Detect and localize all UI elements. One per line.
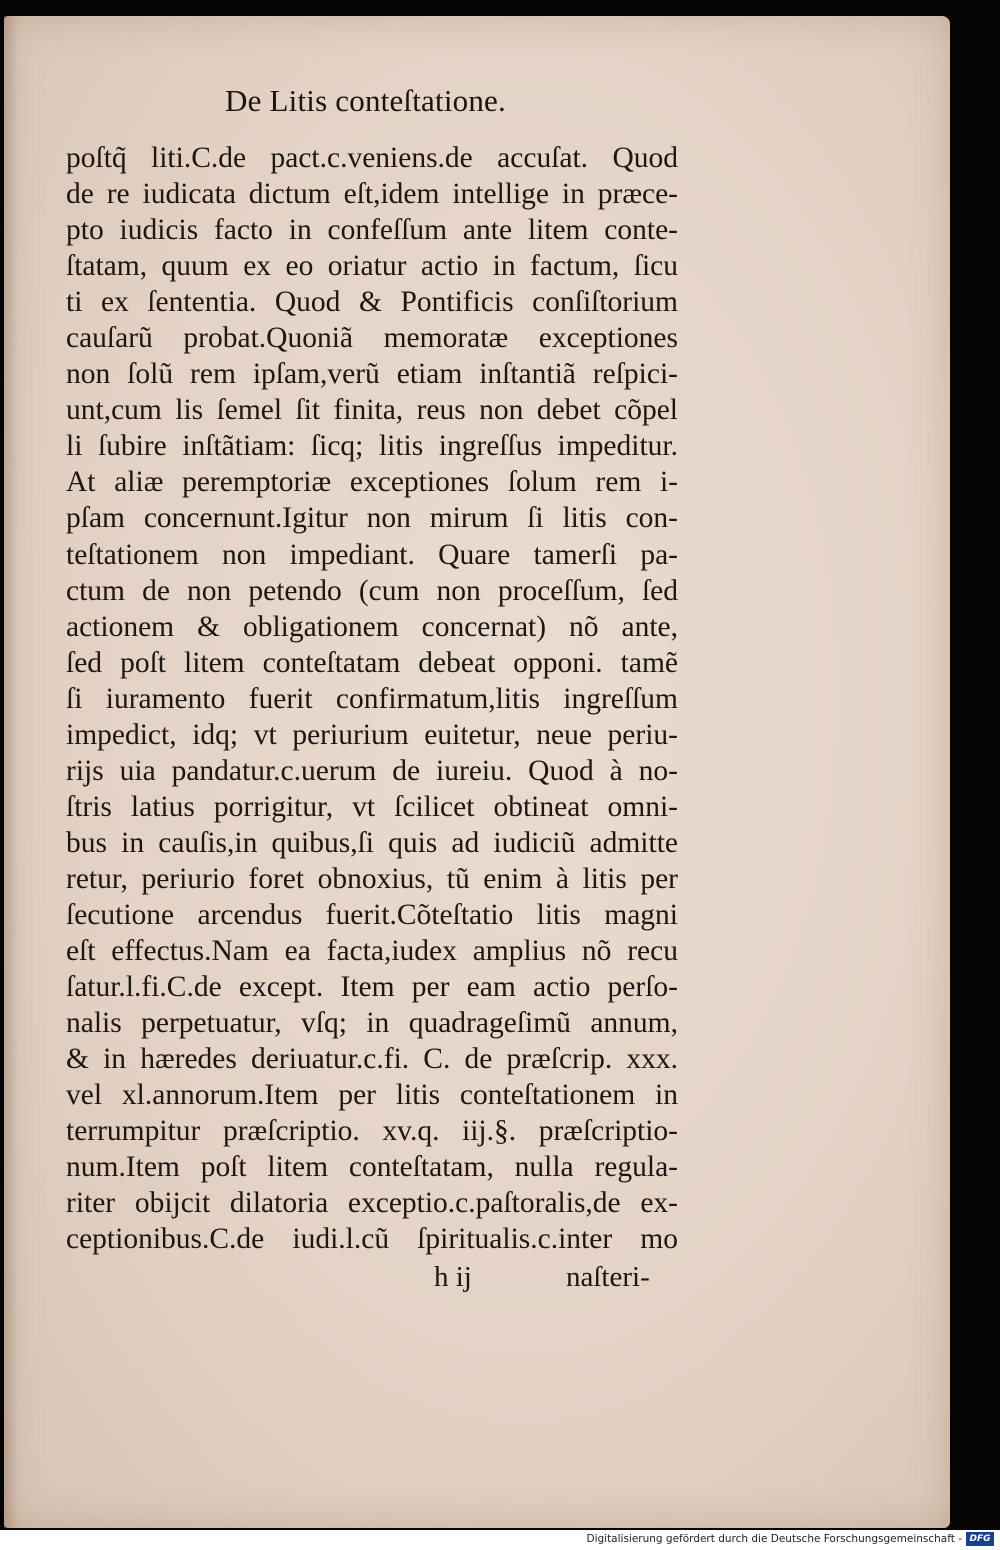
text-line: eſt effectus.Nam ea facta,iudex amplius nõ recu — [66, 935, 678, 968]
text-line: nalis perpetuatur, vſq; in quadrageſimũ annum, — [66, 1007, 678, 1040]
text-line: li ſubire inſtãtiam: ſicq; litis ingreſſus impeditur. — [66, 430, 678, 463]
text-line: rijs uia pandatur.c.uerum de iureiu. Quod à no- — [66, 754, 678, 787]
dfg-logo-icon: DFG — [966, 1532, 994, 1546]
text-line: teſtationem non impediant. Quare tamerſi pa- — [66, 538, 678, 571]
text-line: cauſarũ probat.Quoniã memoratæ exceptiones — [66, 322, 678, 355]
catchword: naſteri- — [566, 1261, 650, 1293]
text-line: poſtq̃ liti.C.de pact.c.veniens.de accuſat. Quod — [66, 142, 678, 174]
text-line: ſi iuramento fuerit confirmatum,litis ingreſſum — [66, 682, 678, 715]
text-line: ti ex ſententia. Quod & Pontificis conſiſtorium — [66, 286, 678, 319]
funding-credit: Digitalisierung gefördert durch die Deutsche Forschungsgemeinschaft - — [586, 1533, 962, 1545]
text-line: bus in cauſis,in quibus,ſi quis ad iudiciũ admitte — [66, 826, 678, 859]
text-line: non ſolũ rem ipſam,verũ etiam inſtantiã reſpici- — [66, 358, 678, 391]
footer-bar — [0, 1530, 1000, 1550]
text-line: ſtatam, quum ex eo oriatur actio in factum, ſicu — [66, 250, 678, 283]
text-line: actionem & obligationem concernat) nõ ante, — [66, 610, 678, 643]
text-line: ctum de non petendo (cum non proceſſum, ſed — [66, 574, 678, 607]
text-line: ſed poſt litem conteſtatam debeat opponi. tamẽ — [66, 646, 678, 679]
text-line: de re iudicata dictum eſt,idem intellige in præce- — [66, 178, 678, 211]
page-gutter-shadow — [4, 16, 18, 1528]
text-line: ſatur.l.fi.C.de except. Item per eam actio perſo- — [66, 971, 678, 1004]
text-line: ſecutione arcendus fuerit.Cõteſtatio litis magni — [66, 898, 678, 931]
text-line: pſam concernunt.Igitur non mirum ſi litis con- — [66, 502, 678, 535]
signature-mark: h ij — [434, 1261, 472, 1293]
text-line: num.Item poſt litem conteſtatam, nulla regula- — [66, 1151, 678, 1184]
body-text — [66, 140, 678, 1257]
text-line: ſtris latius porrigitur, vt ſcilicet obtineat omni- — [66, 790, 678, 823]
text-line: riter obijcit dilatoria exceptio.c.paſtoralis,de ex- — [66, 1187, 678, 1220]
text-line: impedict, idq; vt periurium euitetur, neue periu- — [66, 718, 678, 751]
text-line: At aliæ peremptoriæ exceptiones ſolum rem i- — [66, 466, 678, 499]
text-line: & in hæredes deriuatur.c.fi. C. de præſcrip. xxx. — [66, 1043, 678, 1076]
text-line: unt,cum lis ſemel ſit finita, reus non debet cõpel — [66, 394, 678, 427]
text-line: terrumpitur præſcriptio. xv.q. iij.§. præſcriptio- — [66, 1115, 678, 1148]
text-line: pto iudicis facto in confeſſum ante litem conte- — [66, 214, 678, 247]
text-line: ceptionibus.C.de iudi.l.cũ ſpiritualis.c.inter mo — [66, 1223, 678, 1256]
text-line: retur, periurio foret obnoxius, tũ enim à litis per — [66, 862, 678, 895]
catchline — [0, 1261, 1000, 1301]
running-title: De Litis conteſtatione. — [225, 83, 506, 118]
text-line: vel xl.annorum.Item per litis conteſtationem in — [66, 1079, 678, 1112]
